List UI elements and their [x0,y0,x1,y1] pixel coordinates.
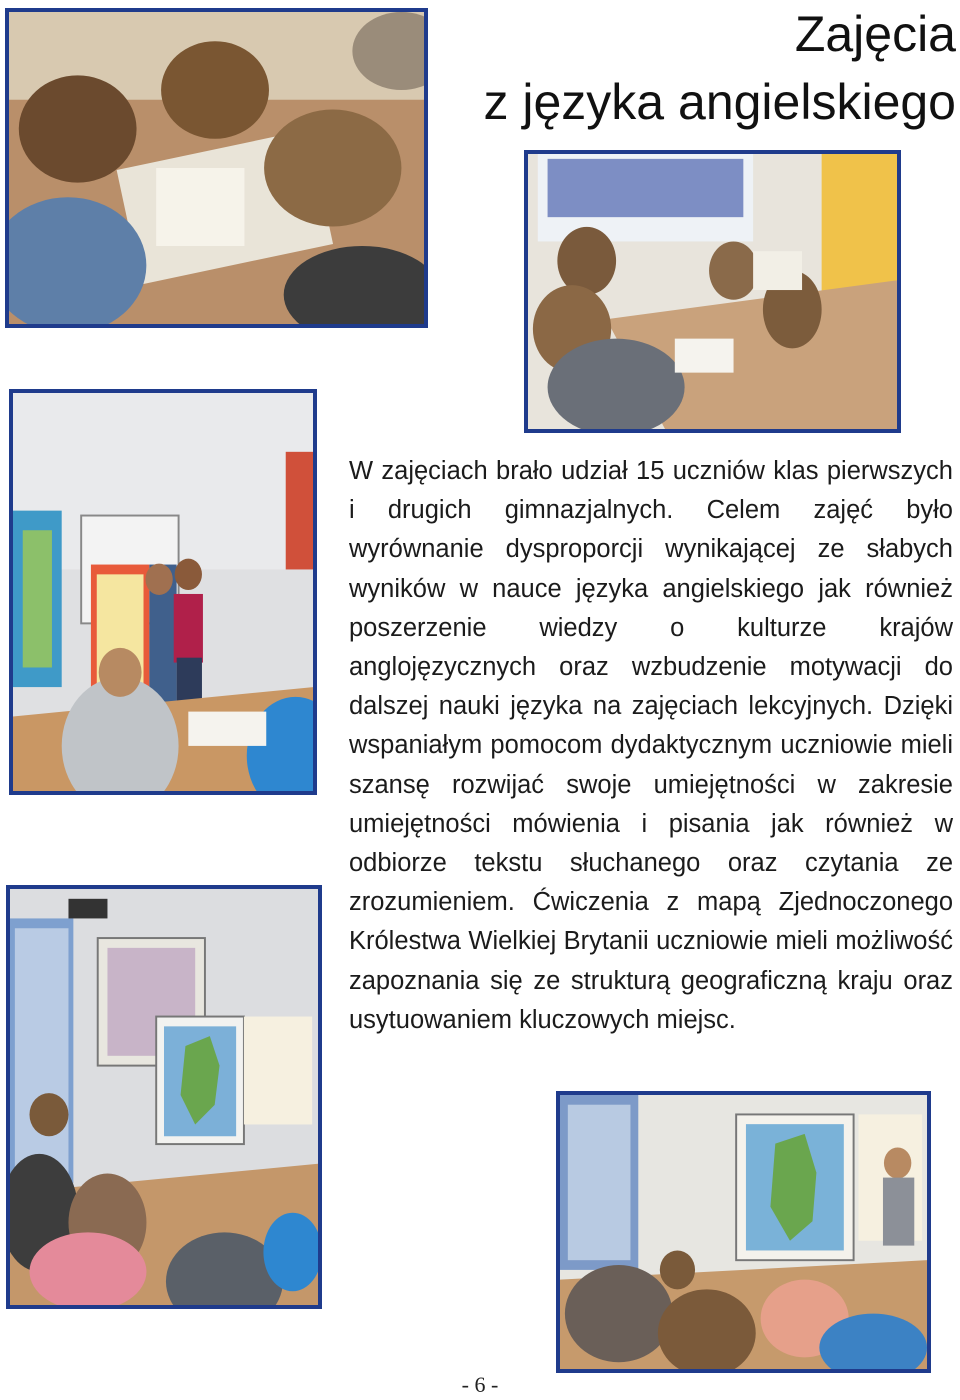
page-number: - 6 - [461,1372,499,1397]
photo-classroom-students-textbooks [524,150,901,433]
photo-students-reading-dictionaries [5,8,428,328]
photo-students-presenting-poster [9,389,317,795]
photo-classroom-uk-map [6,885,322,1309]
title-line-2: z języka angielskiego [483,74,956,130]
article-paragraph: W zajęciach brało udział 15 uczniów klas pierwszych i drugich gimnazjalnych. Celem zajęć było wyrównanie dysproporcji wynikającej ze słabych wyników w nauce języka angielskiego jak również poszerzenie wiedzy o kulturze krajów anglojęzycznych oraz wzbudzenie motywacji do dalszej nauki języka na zajęciach lekcyjnych. Dzięki wspaniałym pomocom dydaktycznym uczniowie mieli szansę rozwijać swoje umiejętności w zakresie umiejętności mówienia i pisania jak również w odbiorze tekstu słuchanego oraz czytania ze zrozumieniem. Ćwiczenia z mapą Zjednoczonego Królestwa Wielkiej Brytanii uczniowie mieli możliwość zapoznania się ze strukturą geograficzną kraju oraz usytuowaniem kluczowych miejsc. [349,457,953,1034]
page-title [436,0,956,136]
title-line-1: Zajęcia [794,6,956,62]
photo-teacher-pointing-at-map [556,1091,931,1373]
